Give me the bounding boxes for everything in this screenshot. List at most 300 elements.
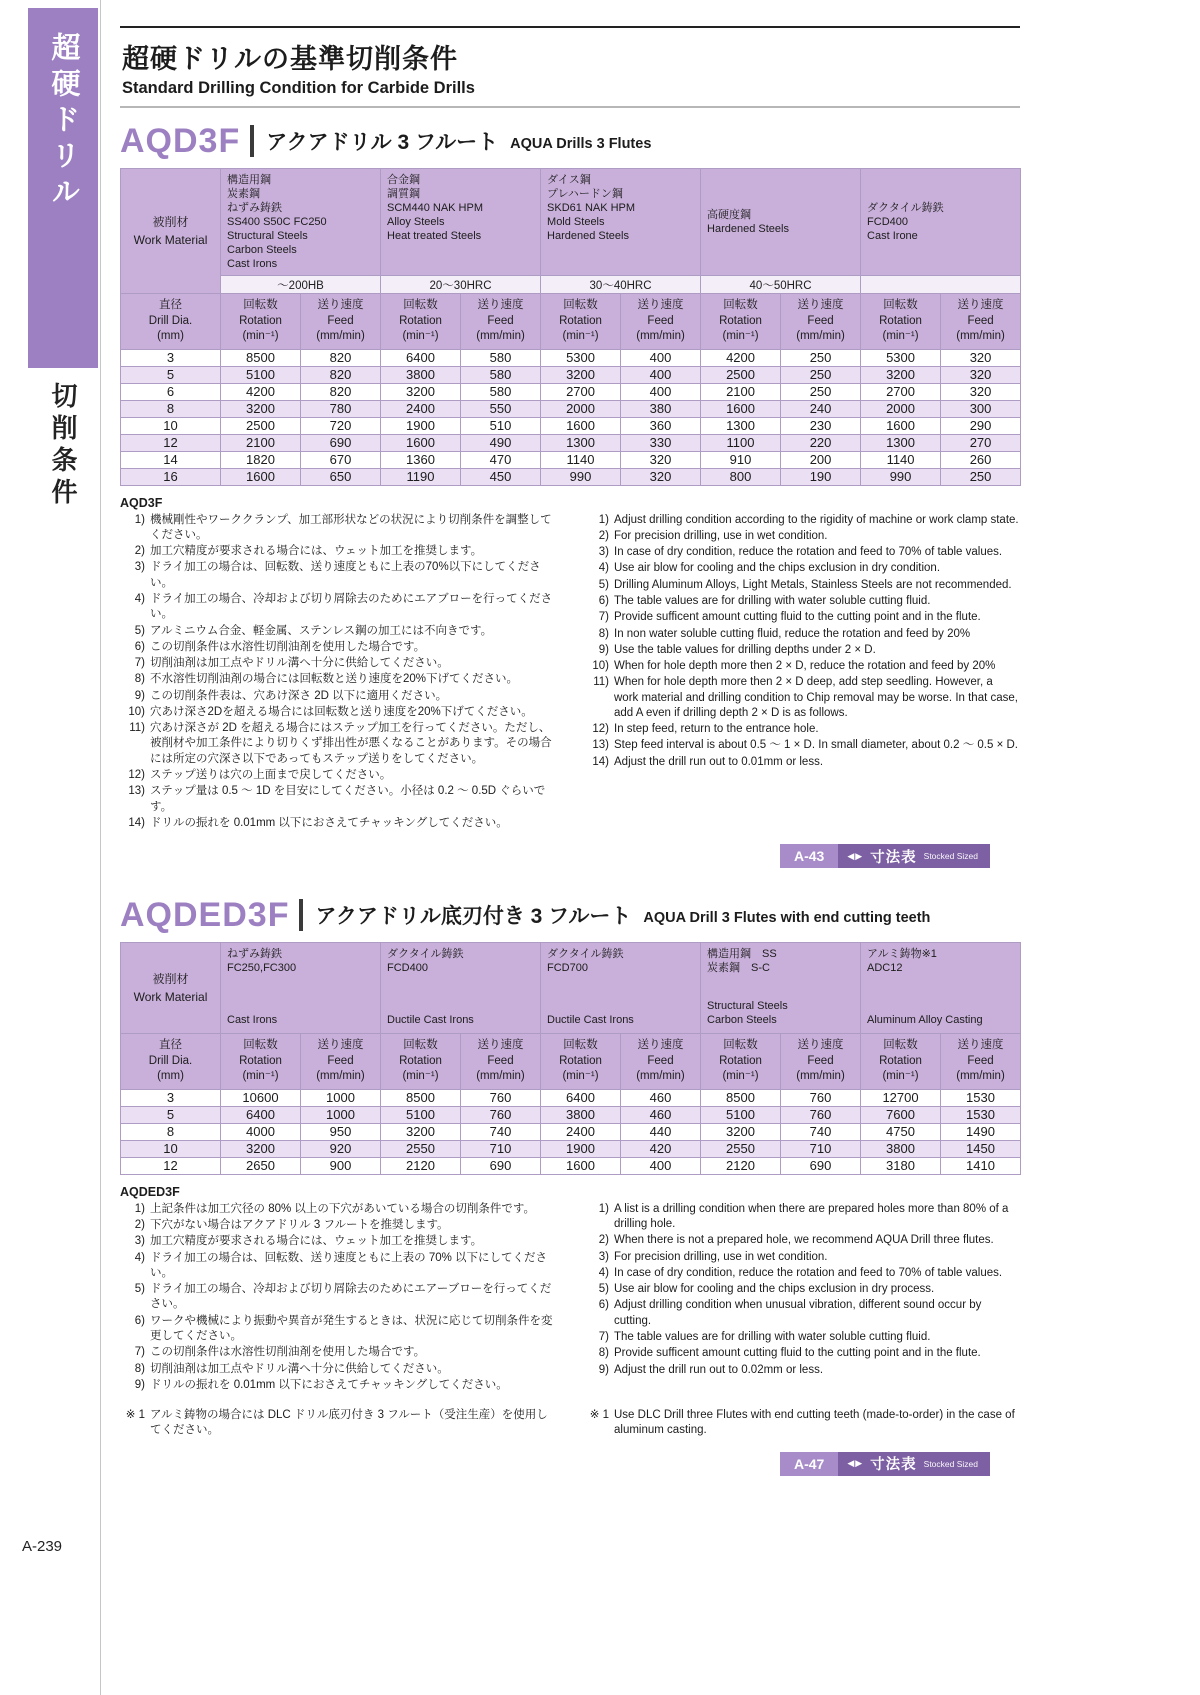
feed-header: 送り速度 Feed (mm/min) [941,294,1021,350]
hardness-header: 40～50HRC [701,276,861,294]
value-cell: 1190 [381,468,461,485]
note-number: 14) [592,755,609,768]
note-text: Use air blow for cooling and the chips exclusion in dry process. [614,1283,935,1296]
value-cell: 400 [621,383,701,400]
value-cell: 2700 [541,383,621,400]
note-text: Use the table values for drilling depths under 2 × D. [614,643,876,656]
note-text: 加工穴精度が要求される場合には、ウェット加工を推奨します。 [150,545,483,558]
note-text: Provide sufficent amount cutting fluid to the cutting point and in the flute. [614,1347,981,1360]
value-cell: 1600 [541,417,621,434]
aqded3f-notes [120,1185,1020,1440]
value-cell: 6400 [221,1106,301,1123]
note-item [584,1330,1020,1345]
rotation-header: 回転数 Rotation (min⁻¹) [861,1034,941,1090]
note-item [584,610,1020,625]
value-cell: 900 [301,1157,381,1174]
note-text: Provide sufficent amount cutting fluid to the cutting point and in the flute. [614,611,981,624]
value-cell: 820 [301,383,381,400]
value-cell: 690 [461,1157,541,1174]
note-item [584,1202,1020,1233]
page-title-jp: 超硬ドリルの基準切削条件 [122,44,458,74]
notes-english [584,1202,1020,1394]
note-text: Step feed interval is about 0.5 ～ 1 × D. In small diameter, about 0.2 ～ 0.5 × D. [614,739,1018,752]
product-name-jp: アクアドリル底刃付き 3 フルート [315,905,632,929]
value-cell: 330 [621,434,701,451]
value-cell: 1300 [541,434,621,451]
table-row [121,383,1021,400]
feed-header: 送り速度 Feed (mm/min) [621,1034,701,1090]
note-text: The table values are for drilling with water soluble cutting fluid. [614,1330,931,1343]
work-material-label-en: Work Material [133,990,208,1005]
value-cell: 270 [941,434,1021,451]
value-cell: 320 [941,383,1021,400]
value-cell: 450 [461,468,541,485]
note-item [120,1314,556,1345]
note-number: 3) [598,1250,609,1263]
diameter-value: 16 [121,468,221,485]
work-material-label-jp: 被削材 [152,215,189,229]
table-row [121,349,1021,366]
footnote-item [584,1408,1020,1439]
badge-label: 寸法表 [870,1457,917,1474]
table-row [121,400,1021,417]
hardness-header: 20～30HRC [381,276,541,294]
note-item [120,721,556,767]
diameter-value: 10 [121,1140,221,1157]
table-row [121,1140,1021,1157]
note-number: 2) [134,1219,145,1231]
model-code: AQD3F [120,122,241,160]
note-text: この切削条件表は、穴あけ深さ 2D 以下に適用ください。 [150,689,448,702]
note-number: 9) [134,1378,145,1391]
note-number: 5) [134,624,145,637]
value-cell: 2550 [381,1140,461,1157]
note-number: 7) [598,611,609,624]
note-text: ステップ送りは穴の上面まで戻してください。 [150,769,392,782]
value-cell: 650 [301,468,381,485]
note-number: 2) [598,529,609,542]
value-cell: 1300 [701,417,781,434]
note-item [120,656,556,671]
diameter-value: 12 [121,434,221,451]
value-cell: 260 [941,451,1021,468]
note-item [120,592,556,623]
value-cell: 760 [781,1106,861,1123]
note-text: ドライ加工の場合、冷却および切り屑除去のためにエアブローを行ってください。 [150,592,553,621]
diameter-value: 3 [121,1089,221,1106]
note-item [120,705,556,720]
section-aqded3f [120,898,1020,1475]
feed-header: 送り速度 Feed (mm/min) [941,1034,1021,1090]
note-text: ドライ加工の場合は、回転数、送り速度ともに上表の 70% 以下にしてください。 [150,1251,548,1279]
note-item [120,560,556,591]
value-cell: 920 [301,1140,381,1157]
note-number: 3) [134,561,145,574]
note-item [120,1202,556,1217]
note-text: Adjust drilling condition when unusual vibration, different sound occur by cutting. [614,1299,982,1327]
work-material-header [121,943,221,1034]
material-header: ダクタイル鋳鉄 FCD400 Ductile Cast Irons [381,943,541,1034]
value-cell: 760 [461,1106,541,1123]
value-cell: 1600 [381,434,461,451]
value-cell: 780 [301,400,381,417]
section-title [120,124,1020,158]
diameter-value: 6 [121,383,221,400]
note-number: 8) [134,673,145,686]
note-number: 4) [134,592,145,605]
page-number: A-239 [22,1538,63,1555]
note-item [120,544,556,559]
note-text: ステップ量は 0.5 ～ 1D を目安にしてください。小径は 0.2 ～ 0.5D ぐらいです。 [150,785,546,813]
material-header: 合金鋼 調質鋼 SCM440 NAK HPM Alloy Steels Heat treated Steels [381,169,541,276]
column-header-row [121,1034,1021,1090]
value-cell: 910 [701,451,781,468]
note-text: For precision drilling, use in wet condition. [614,1250,828,1263]
value-cell: 3200 [861,366,941,383]
value-cell: 3200 [381,383,461,400]
dia-header: 直径 Drill Dia. (mm) [121,294,221,350]
note-number: 2) [134,545,145,558]
value-cell: 690 [781,1157,861,1174]
notes-english [584,513,1020,833]
value-cell: 220 [781,434,861,451]
sidebar-category-label: 超硬ドリル [47,32,80,212]
note-item [584,1250,1020,1265]
value-cell: 510 [461,417,541,434]
value-cell: 1300 [861,434,941,451]
note-number: 8) [598,627,609,640]
note-item [120,784,556,815]
notes-japanese [120,1202,556,1394]
rotation-header: 回転数 Rotation (min⁻¹) [381,294,461,350]
value-cell: 2100 [701,383,781,400]
product-name-en: AQUA Drills 3 Flutes [510,136,652,152]
value-cell: 2000 [861,400,941,417]
note-text: The table values are for drilling with water soluble cutting fluid. [614,594,931,607]
value-cell: 580 [461,349,541,366]
section-title [120,896,1020,935]
notes-columns [120,1202,1020,1394]
value-cell: 320 [941,349,1021,366]
value-cell: 7600 [861,1106,941,1123]
note-item [584,1346,1020,1361]
badge-page-ref: A-43 [780,844,838,868]
footnote-text: アルミ鋳物の場合には DLC ドリル底刃付き 3 フルート（受注生産）を使用してください。 [150,1409,548,1437]
value-cell: 1530 [941,1089,1021,1106]
rotation-header: 回転数 Rotation (min⁻¹) [541,294,621,350]
value-cell: 460 [621,1089,701,1106]
dia-header: 直径 Drill Dia. (mm) [121,1034,221,1090]
rotation-header: 回転数 Rotation (min⁻¹) [381,1034,461,1090]
note-text: ドライ加工の場合、冷却および切り屑除去のためにエアーブローを行ってください。 [150,1283,552,1311]
note-text: In case of dry condition, reduce the rotation and feed to 70% of table values. [614,546,1003,559]
note-item [584,1282,1020,1297]
feed-header: 送り速度 Feed (mm/min) [781,294,861,350]
value-cell: 230 [781,417,861,434]
table-row [121,1106,1021,1123]
table-row [121,451,1021,468]
column-header-row [121,294,1021,350]
note-number: 1) [598,513,609,526]
product-name-en: AQUA Drill 3 Flutes with end cutting teeth [643,910,931,927]
value-cell: 580 [461,366,541,383]
value-cell: 5100 [701,1106,781,1123]
note-item [584,1363,1020,1378]
stocked-sizes-link[interactable] [780,1452,990,1476]
rotation-header: 回転数 Rotation (min⁻¹) [701,294,781,350]
note-number: 13) [592,739,609,752]
footnote-japanese [120,1408,556,1440]
value-cell: 670 [301,451,381,468]
hardness-header: 30～40HRC [541,276,701,294]
note-item [584,643,1020,658]
value-cell: 320 [621,468,701,485]
note-item [120,1362,556,1377]
notes-japanese [120,513,556,833]
note-text: ドライ加工の場合は、回転数、送り速度ともに上表の70%以下にしてください。 [150,561,541,589]
value-cell: 4200 [701,349,781,366]
value-cell: 690 [301,434,381,451]
table-row [121,366,1021,383]
note-number: 6) [134,1314,145,1327]
value-cell: 320 [621,451,701,468]
arrows-icon: ◀▶ [847,850,864,861]
note-number: 6) [598,594,609,607]
badge-label: 寸法表 [870,849,917,866]
value-cell: 800 [701,468,781,485]
note-number: 9) [134,689,145,702]
value-cell: 2700 [861,383,941,400]
value-cell: 5300 [861,349,941,366]
note-item [120,1234,556,1249]
stocked-sizes-link[interactable] [780,844,990,868]
value-cell: 760 [781,1089,861,1106]
value-cell: 2120 [701,1157,781,1174]
note-item [120,640,556,655]
value-cell: 1900 [541,1140,621,1157]
note-number: 4) [134,1251,145,1264]
value-cell: 550 [461,400,541,417]
footnote-row [120,1408,1020,1440]
value-cell: 1000 [301,1089,381,1106]
note-number: 5) [134,1283,145,1296]
value-cell: 2120 [381,1157,461,1174]
table-row [121,1089,1021,1106]
value-cell: 8500 [221,349,301,366]
note-item [584,513,1020,528]
badge-page-ref: A-47 [780,1452,838,1476]
value-cell: 3200 [221,400,301,417]
note-text: 機械剛性やワーククランプ、加工部形状などの状況により切削条件を調整してください。 [150,513,552,541]
note-item [584,545,1020,560]
hardness-header [861,276,1021,294]
note-item [584,1233,1020,1248]
value-cell: 2500 [701,366,781,383]
note-text: Drilling Aluminum Alloys, Light Metals, Stainless Steels are not recommended. [614,578,1012,591]
note-number: 12) [128,769,145,782]
page-title-en: Standard Drilling Condition for Carbide Drills [122,79,475,97]
note-number: 8) [598,1347,609,1360]
value-cell: 710 [781,1140,861,1157]
footnote-marker: ※ 1 [589,1409,609,1422]
sidebar-divider [100,0,101,1695]
value-cell: 990 [541,468,621,485]
value-cell: 720 [301,417,381,434]
feed-header: 送り速度 Feed (mm/min) [781,1034,861,1090]
material-header-row [121,169,1021,276]
value-cell: 3800 [381,366,461,383]
diameter-value: 3 [121,349,221,366]
value-cell: 4750 [861,1123,941,1140]
value-cell: 2500 [221,417,301,434]
value-cell: 950 [301,1123,381,1140]
table-row [121,434,1021,451]
value-cell: 580 [461,383,541,400]
value-cell: 200 [781,451,861,468]
value-cell: 250 [781,383,861,400]
note-text: ドリルの振れを 0.01mm 以下におさえてチャッキングしてください。 [150,1378,508,1391]
diameter-value: 8 [121,1123,221,1140]
note-item [120,672,556,687]
note-item [584,659,1020,674]
value-cell: 1360 [381,451,461,468]
note-item [120,689,556,704]
notes-title: AQD3F [120,495,163,510]
note-text: Adjust the drill run out to 0.01mm or less. [614,755,824,768]
footnote-marker: ※ 1 [125,1409,145,1422]
value-cell: 2000 [541,400,621,417]
value-cell: 1490 [941,1123,1021,1140]
work-material-header [121,169,221,294]
note-number: 9) [598,643,609,656]
value-cell: 8500 [381,1089,461,1106]
note-text: When for hole depth more then 2 × D, reduce the rotation and feed by 20% [614,660,996,673]
value-cell: 250 [781,349,861,366]
value-cell: 6400 [541,1089,621,1106]
note-item [120,513,556,544]
value-cell: 300 [941,400,1021,417]
table-row [121,1157,1021,1174]
note-number: 14) [128,816,145,829]
value-cell: 760 [461,1089,541,1106]
material-header: 構造用鋼 SS 炭素鋼 S-C Structural Steels Carbon Steels [701,943,861,1034]
note-text: When for hole depth more then 2 × D deep, add step seedling. However, a work material and drilling condition to Chip removal may be worse. In that case, add A even if drilling depth 2 × D is as follows. [614,676,1018,719]
feed-header: 送り速度 Feed (mm/min) [301,1034,381,1090]
value-cell: 470 [461,451,541,468]
sidebar-category-tab[interactable] [28,8,98,368]
diameter-value: 12 [121,1157,221,1174]
note-item [584,738,1020,753]
arrows-icon: ◀▶ [847,1458,864,1469]
note-text: 穴あけ深さ2Dを超える場合には回転数と送り速度を20%下げてください。 [150,705,533,718]
value-cell: 1530 [941,1106,1021,1123]
value-cell: 10600 [221,1089,301,1106]
value-cell: 990 [861,468,941,485]
value-cell: 490 [461,434,541,451]
value-cell: 3800 [861,1140,941,1157]
rotation-header: 回転数 Rotation (min⁻¹) [221,294,301,350]
diameter-value: 10 [121,417,221,434]
rotation-header: 回転数 Rotation (min⁻¹) [541,1034,621,1090]
value-cell: 1140 [861,451,941,468]
notes-columns [120,513,1020,833]
note-number: 11) [593,676,609,689]
note-text: ワークや機械により振動や異音が発生するときは、状況に応じて切削条件を変更してください。 [150,1314,553,1342]
note-number: 3) [134,1235,145,1248]
note-text: この切削条件は水溶性切削油剤を使用した場合です。 [150,1346,426,1359]
aqd3f-notes [120,496,1020,833]
note-number: 11) [129,722,145,735]
note-item [120,768,556,783]
value-cell: 320 [941,366,1021,383]
material-header: ダクタイル鋳鉄 FCD400 Cast Irone [861,169,1021,276]
note-number: 13) [128,785,145,798]
note-number: 5) [598,1283,609,1296]
note-item [584,722,1020,737]
badge-sublabel: Stocked Sized [923,1458,978,1469]
value-cell: 4200 [221,383,301,400]
note-item [120,1378,556,1393]
note-text: A list is a drilling condition when there are prepared holes more than 80% of a drilling hole. [614,1202,1009,1230]
value-cell: 400 [621,349,701,366]
note-item [120,624,556,639]
note-text: ドリルの振れを 0.01mm 以下におさえてチャッキングしてください。 [150,816,508,829]
section-aqd3f [120,124,1020,868]
value-cell: 3200 [701,1123,781,1140]
badge-body [838,1452,990,1476]
note-text: 穴あけ深さが 2D を超える場合にはステップ加工を行ってください。ただし、被削材や加工条件により切りくず排出性が悪くなることがあります。その場合には所定の穴深さ以下であってもステップ送りをしてください。 [150,722,552,765]
value-cell: 1450 [941,1140,1021,1157]
note-number: 7) [134,657,145,670]
title-divider [250,125,254,157]
feed-header: 送り速度 Feed (mm/min) [461,294,541,350]
feed-header: 送り速度 Feed (mm/min) [301,294,381,350]
material-header: アルミ鋳物※1 ADC12 Aluminum Alloy Casting [861,943,1021,1034]
diameter-value: 5 [121,1106,221,1123]
value-cell: 250 [781,366,861,383]
value-cell: 5100 [381,1106,461,1123]
value-cell: 420 [621,1140,701,1157]
page-header [120,26,1020,108]
note-number: 6) [134,640,145,653]
note-number: 7) [134,1346,145,1359]
sidebar-section-label: 切削条件 [48,382,78,510]
note-number: 7) [598,1330,609,1343]
work-material-label-jp: 被削材 [152,972,189,987]
note-text: In case of dry condition, reduce the rotation and feed to 70% of table values. [614,1266,1003,1279]
material-header: 構造用鋼 炭素鋼 ねずみ鋳鉄 SS400 S50C FC250 Structural Steels Carbon Steels Cast Irons [221,169,381,276]
note-text: 切削油剤は加工点やドリル溝へ十分に供給してください。 [150,657,449,670]
badge-body [838,844,990,868]
diameter-value: 14 [121,451,221,468]
value-cell: 3180 [861,1157,941,1174]
value-cell: 12700 [861,1089,941,1106]
footnote-text: Use DLC Drill three Flutes with end cutting teeth (made-to-order) in the case of aluminum casting. [614,1409,1015,1437]
note-text: Adjust drilling condition according to the rigidity of machine or work clamp state. [614,513,1019,526]
note-number: 2) [598,1234,609,1247]
main-content [120,26,1020,1476]
note-number: 1) [134,1202,145,1215]
note-text: 不水溶性切削油剤の場合には回転数と送り速度を20%下げてください。 [150,673,519,686]
hardness-row [121,276,1021,294]
hardness-header: ～200HB [221,276,381,294]
note-text: 切削油剤は加工点やドリル溝へ十分に供給してください。 [150,1362,449,1375]
note-item [584,529,1020,544]
note-text: For precision drilling, use in wet condition. [614,529,828,542]
value-cell: 290 [941,417,1021,434]
material-header-row [121,943,1021,1034]
note-item [120,1345,556,1360]
